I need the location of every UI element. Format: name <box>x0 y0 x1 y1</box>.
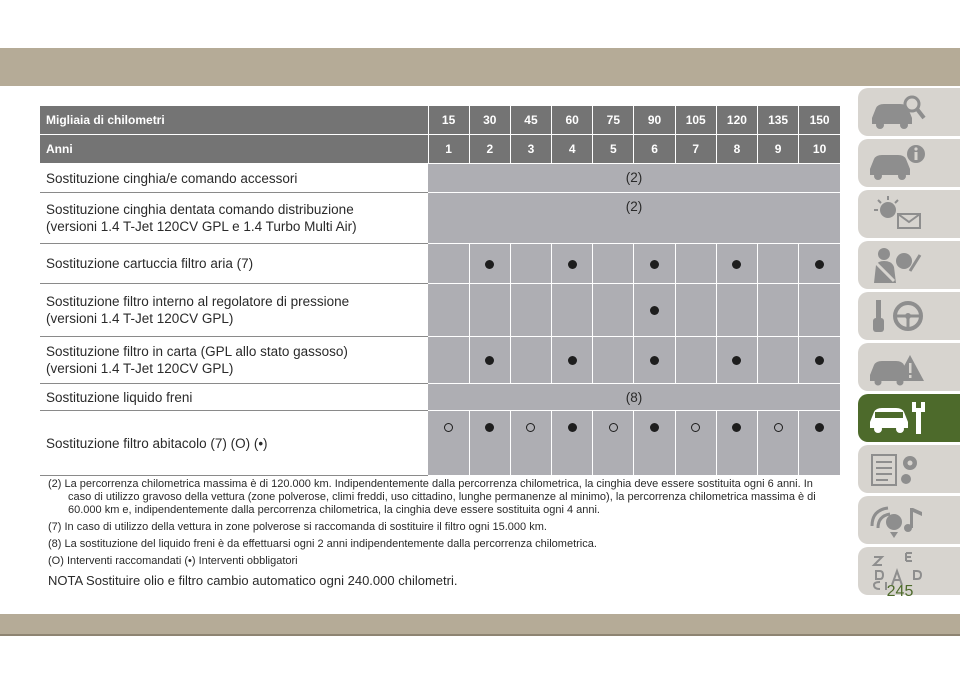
year-value: 9 <box>758 135 799 164</box>
row-label <box>40 193 428 244</box>
schedule-cell <box>799 284 840 337</box>
car-magnifier-icon <box>866 92 930 132</box>
tab-emergency[interactable] <box>858 343 960 391</box>
schedule-cell <box>593 244 634 284</box>
mandatory-dot-mark <box>732 260 741 269</box>
schedule-cell <box>634 411 675 476</box>
footnote-8: (8) La sostituzione del liquido freni è da effettuarsi ogni 2 anni indipendentemente dalla percorrenza chilometrica. <box>48 538 597 550</box>
row-label <box>40 284 428 337</box>
km-value: 120 <box>716 106 757 135</box>
mandatory-dot-mark <box>650 423 659 432</box>
year-value: 3 <box>510 135 551 164</box>
schedule-cell <box>716 244 757 284</box>
schedule-cell <box>469 337 510 384</box>
year-value: 4 <box>552 135 593 164</box>
schedule-cell <box>593 411 634 476</box>
recommended-ring-mark <box>444 423 453 432</box>
span-cell: (2) <box>428 193 840 244</box>
year-value: 5 <box>593 135 634 164</box>
km-value: 60 <box>552 106 593 135</box>
km-value: 105 <box>675 106 716 135</box>
legend-note: (O) Interventi raccomandati (•) Interventi obbligatori <box>48 555 298 567</box>
tab-vehicle-overview[interactable] <box>858 88 960 136</box>
year-value: 10 <box>799 135 840 164</box>
schedule-cell <box>510 411 551 476</box>
row-label-line: Sostituzione filtro interno al regolatore di pressione <box>46 294 350 309</box>
table-row <box>40 244 840 284</box>
mandatory-dot-mark <box>732 356 741 365</box>
key-steering-wheel-icon <box>866 296 930 336</box>
mandatory-dot-mark <box>485 356 494 365</box>
schedule-cell <box>593 284 634 337</box>
mandatory-dot-mark <box>568 423 577 432</box>
table-row <box>40 337 840 384</box>
table-row <box>40 411 840 476</box>
schedule-cell <box>428 284 469 337</box>
schedule-cell <box>469 244 510 284</box>
km-value: 15 <box>428 106 469 135</box>
tab-warning-lights[interactable] <box>858 190 960 238</box>
schedule-cell <box>758 284 799 337</box>
schedule-cell <box>716 284 757 337</box>
row-label-line: Sostituzione cinghia dentata comando distribuzione <box>46 202 354 217</box>
footnote-2: (2) La percorrenza chilometrica massima è di 120.000 km. Indipendentemente dalla percorrenza chilometrica, la cinghia deve essere sostituita ogni 6 anni. In caso di utilizzo gravoso della vettura (zone polverose, climi freddi, uso cittadino, lunghe permanenze al minimo), la percorrenza chilometrica massima è di 60.000 km e, indipendentemente dalla percorrenza chilometrica, la cinghia deve essere sostituita ogni 4 anni. <box>48 478 816 516</box>
schedule-cell <box>510 244 551 284</box>
tab-servicing-maintenance[interactable] <box>858 394 960 442</box>
row-label <box>40 337 428 384</box>
span-cell: (2) <box>428 164 840 193</box>
schedule-cell <box>675 244 716 284</box>
tab-technical-specs[interactable] <box>858 445 960 493</box>
km-value: 75 <box>593 106 634 135</box>
recommended-ring-mark <box>609 423 618 432</box>
schedule-cell <box>634 337 675 384</box>
bottom-decor-band <box>0 614 960 634</box>
schedule-cell <box>428 411 469 476</box>
car-crash-warning-icon <box>866 347 930 387</box>
tab-multimedia[interactable] <box>858 496 960 544</box>
mandatory-dot-mark <box>485 260 494 269</box>
years-header-row <box>40 135 840 164</box>
recommended-ring-mark <box>526 423 535 432</box>
warning-light-message-icon <box>866 194 930 234</box>
schedule-cell <box>428 244 469 284</box>
chapter-tabs <box>858 88 960 598</box>
maintenance-schedule-table <box>40 106 840 476</box>
km-header-row <box>40 106 840 135</box>
row-label: Sostituzione filtro abitacolo (7) (O) (•) <box>40 411 428 476</box>
schedule-cell <box>552 244 593 284</box>
km-value: 90 <box>634 106 675 135</box>
km-header-label: Migliaia di chilometri <box>40 106 428 135</box>
mandatory-dot-mark <box>815 423 824 432</box>
schedule-cell <box>634 244 675 284</box>
tab-vehicle-info[interactable] <box>858 139 960 187</box>
row-label-line: (versioni 1.4 T-Jet 120CV GPL) <box>46 361 234 376</box>
tab-starting-driving[interactable] <box>858 292 960 340</box>
car-wrench-icon <box>866 398 930 438</box>
footnote-7: (7) In caso di utilizzo della vettura in zone polverose si raccomanda di sostituire il filtro ogni 15.000 km. <box>48 521 547 533</box>
bottom-decor-line <box>0 634 960 636</box>
mandatory-dot-mark <box>732 423 741 432</box>
multimedia-music-icon <box>866 500 930 540</box>
schedule-cell <box>675 411 716 476</box>
recommended-ring-mark <box>774 423 783 432</box>
schedule-cell <box>552 411 593 476</box>
km-value: 135 <box>758 106 799 135</box>
schedule-cell <box>469 284 510 337</box>
schedule-cell <box>675 337 716 384</box>
mandatory-dot-mark <box>650 306 659 315</box>
page-number: 245 <box>886 583 914 600</box>
tab-safety[interactable] <box>858 241 960 289</box>
schedule-cell <box>758 244 799 284</box>
mandatory-dot-mark <box>650 356 659 365</box>
mandatory-dot-mark <box>650 260 659 269</box>
mandatory-dot-mark <box>815 260 824 269</box>
schedule-cell <box>634 284 675 337</box>
km-value: 30 <box>469 106 510 135</box>
row-label-line: (versioni 1.4 T-Jet 120CV GPL) <box>46 311 234 326</box>
car-info-icon <box>866 143 930 183</box>
schedule-cell <box>799 411 840 476</box>
row-label: Sostituzione cartuccia filtro aria (7) <box>40 244 428 284</box>
footnotes <box>48 478 838 587</box>
row-label-line: Sostituzione filtro in carta (GPL allo stato gassoso) <box>46 344 348 359</box>
year-value: 7 <box>675 135 716 164</box>
schedule-cell <box>758 411 799 476</box>
year-value: 8 <box>716 135 757 164</box>
mandatory-dot-mark <box>815 356 824 365</box>
mandatory-dot-mark <box>568 356 577 365</box>
mandatory-dot-mark <box>485 423 494 432</box>
schedule-cell <box>593 337 634 384</box>
schedule-cell <box>552 284 593 337</box>
top-decor-band <box>0 48 960 86</box>
year-value: 1 <box>428 135 469 164</box>
schedule-cell <box>758 337 799 384</box>
row-label-line: (versioni 1.4 T-Jet 120CV GPL e 1.4 Turbo Multi Air) <box>46 219 357 234</box>
table-row <box>40 384 840 411</box>
specifications-gear-icon <box>866 449 930 489</box>
schedule-cell <box>799 244 840 284</box>
table-row <box>40 164 840 193</box>
recommended-ring-mark <box>691 423 700 432</box>
span-cell: (8) <box>428 384 840 411</box>
row-label: Sostituzione liquido freni <box>40 384 428 411</box>
schedule-cell <box>716 337 757 384</box>
schedule-cell <box>552 337 593 384</box>
table-row <box>40 284 840 337</box>
year-value: 2 <box>469 135 510 164</box>
row-label: Sostituzione cinghia/e comando accessori <box>40 164 428 193</box>
schedule-cell <box>510 284 551 337</box>
schedule-cell <box>510 337 551 384</box>
year-value: 6 <box>634 135 675 164</box>
schedule-cell <box>716 411 757 476</box>
schedule-cell <box>428 337 469 384</box>
airbag-seatbelt-icon <box>866 245 930 285</box>
nota-text: NOTA Sostituire olio e filtro cambio automatico ogni 240.000 chilometri. <box>48 573 458 588</box>
mandatory-dot-mark <box>568 260 577 269</box>
schedule-cell <box>799 337 840 384</box>
table-row <box>40 193 840 244</box>
km-value: 150 <box>799 106 840 135</box>
schedule-cell <box>675 284 716 337</box>
km-value: 45 <box>510 106 551 135</box>
years-header-label: Anni <box>40 135 428 164</box>
schedule-cell <box>469 411 510 476</box>
